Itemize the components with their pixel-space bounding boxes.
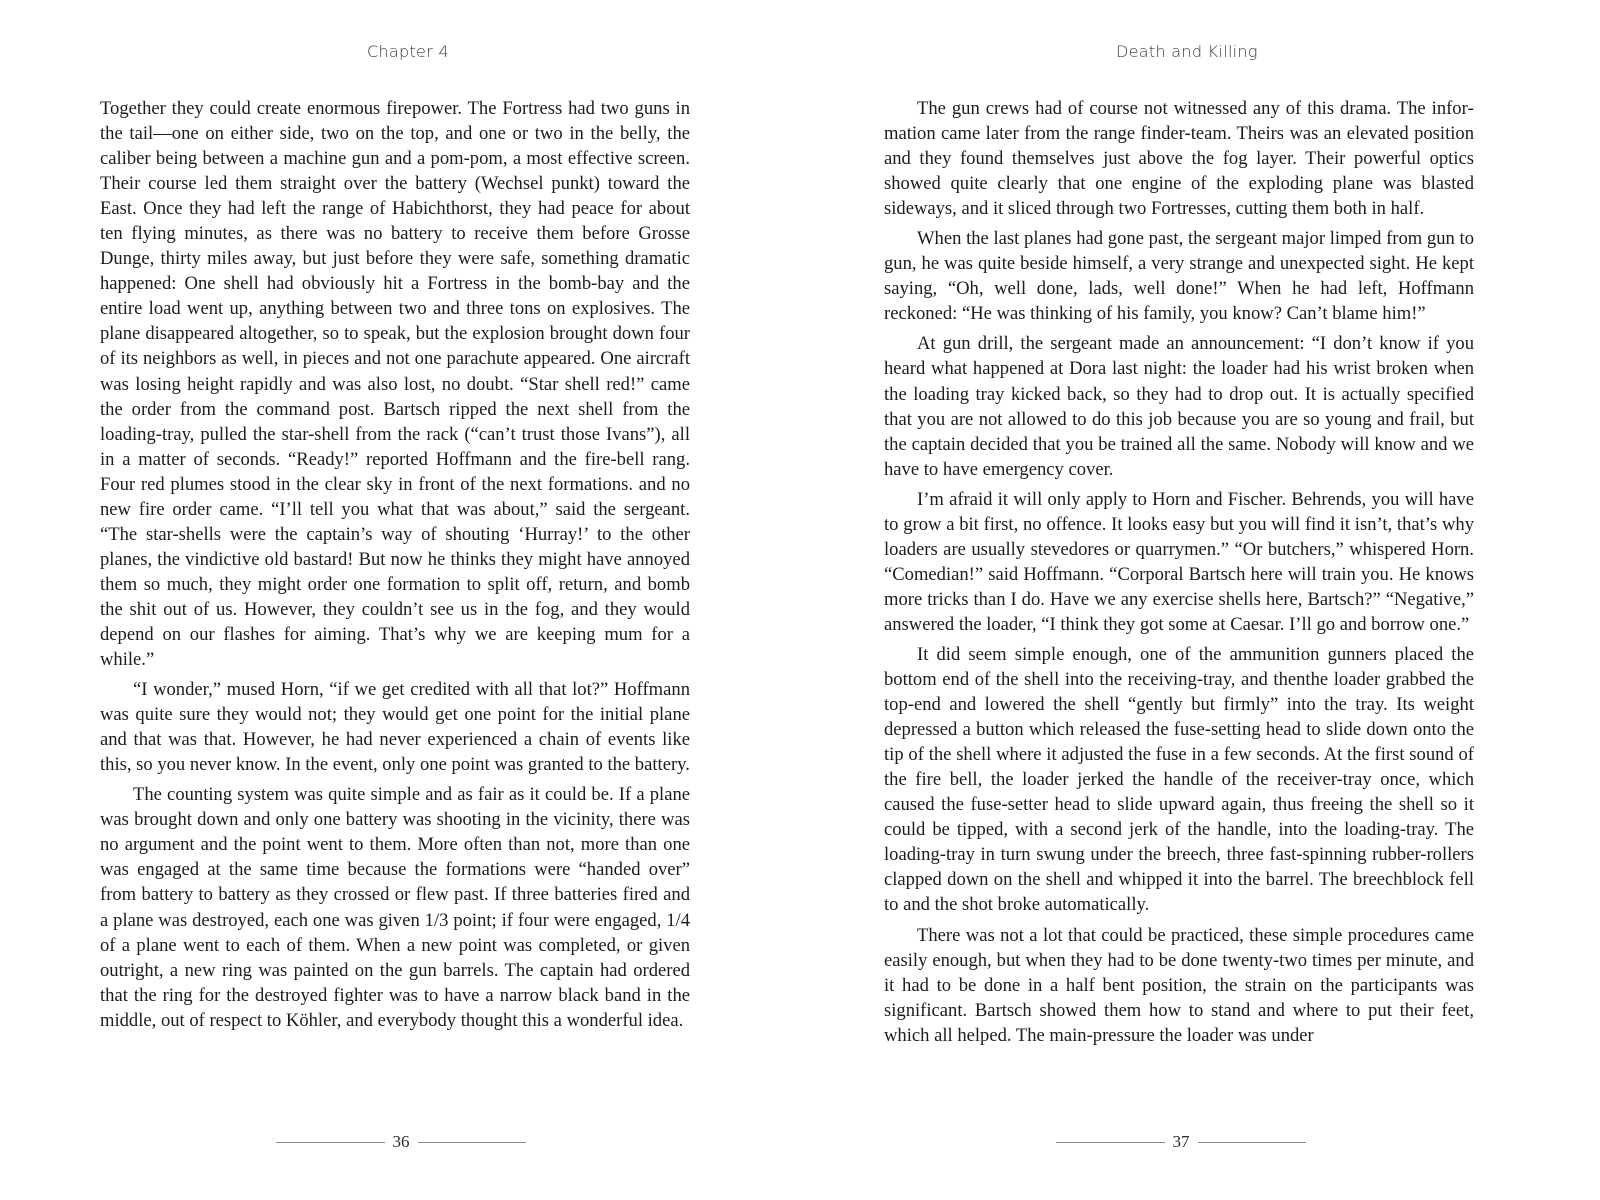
paragraph: I’m afraid it will only apply to Horn and Fischer. Behrends, you will have to grow a bit first, no offence. It looks easy but you will find it isn’t, that’s why loaders are usually stevedores or quarrymen.” “Or butchers,” whispered Horn. “Comedian!” said Hoffmann. “Corporal Bartsch here will train you. He knows more tricks than I do. Have we any exercise shells here, Bartsch?” “Negative,” answered the loader, “I think they got some at Caesar. I’ll go and borrow one.” [884, 488, 1474, 635]
paragraph: At gun drill, the sergeant made an announcement: “I don’t know if you heard what happened at Dora last night: the loader had his wrist broken when the loading tray kicked back, so they had to drop out. It is actually specified that you are not allowed to do this job because you are so young and frail, but the captain decided that you be trained all the same. Nobody will know and we have to have emergency cover. [884, 333, 1474, 480]
paragraph: It did seem simple enough, one of the ammunition gunners placed the bottom end of the shell into the receiving-tray, and thenthe loader grabbed the top-end and lowered the shell “gently but firmly” into the tray. Its weight depressed a button which released the fuse-setting head to slide down onto the tip of the shell where it adjusted the fuse in a few seconds. At the first sound of the fire bell, the loader jerked the handle of the receiver-tray once, which caused the fuse-setter head to slide upward again, thus freeing the shell so it could be tipped, with a second jerk of the handle, into the loading-tray. The loading-tray in turn swung under the breech, three fast-spinning rubber-rollers clapped down on the shell and whipped it into the barrel. The breechblock fell to and the shot broke automatically. [884, 643, 1474, 916]
paragraph: The counting system was quite simple and as fair as it could be. If a plane was brought down and only one battery was shooting in the vicinity, there was no argument and the point went to them. More often than not, more than one was engaged at the same time because the formations were “handed over” from battery to battery as they crossed or flew past. If three batteries fired and a plane was destroyed, each one was given 1/3 point; if four were engaged, 1/4 of a plane went to each of them. When a new point was completed, or given outright, a new ring was painted on the gun barrels. The captain had ordered that the ring for the destroyed fighter was to have a narrow black band in the middle, out of respect to Köhler, and everybody thought this a wonderful idea. [100, 784, 690, 1031]
paragraph: When the last planes had gone past, the sergeant major limped from gun to gun, he was quite beside himself, a very strange and unexpected sight. He kept saying, “Oh, well done, lads, well done!” When he had left, Hoffmann reckoned: “He was thinking of his family, you know? Can’t blame him!” [884, 228, 1474, 325]
running-head-chapter: Chapter 4 [367, 42, 449, 61]
page-number: 36 [392, 1132, 410, 1151]
body-text [100, 96, 690, 1038]
footer-rule-right [418, 1142, 527, 1143]
footer-rule-right [1198, 1142, 1307, 1143]
paragraph: There was not a lot that could be practiced, these simple procedures came easily enough, but when they had to be done twenty-two times per minute, and it had to be done in a half bent position, the strain on the participants was significant. Bartsch showed them how to stand and where to put their feet, which all helped. The main-pressure the loader was under [884, 924, 1474, 1046]
page-number-footer [276, 1130, 526, 1154]
paragraph: The gun crews had of course not witnessed any of this drama. The information came later from the range finder-team. Theirs was an elevated position and they found themselves just above the fog layer. Their powerful optics showed quite clearly that one engine of the exploding plane was blasted sideways, and it sliced through two Fortresses, cutting them both in half. [884, 98, 1474, 220]
page-number: 37 [1172, 1132, 1190, 1151]
right-page [800, 0, 1600, 1200]
footer-rule-left [276, 1142, 385, 1143]
paragraph: Together they could create enormous firepower. The Fortress had two guns in the tail—one on either side, two on the top, and one or two in the belly, the caliber being between a machine gun and a pom-pom, a most effective screen. Their course led them straight over the battery (Wechsel punkt) toward the East. Once they had left the range of Habichthorst, they had peace for about ten flying minutes, as there was no battery to receive them before Grosse Dunge, thirty miles away, but just before they were safe, something dramatic happened: One shell had obviously hit a Fortress in the bomb-bay and the entire load went up, anything between two and three tons on explosives. The plane disappeared altogether, so to speak, but the explosion brought down four of its neighbors as well, in pieces and not one parachute appeared. One aircraft was losing height rapidly and was also lost, no doubt. “Star shell red!” came the order from the command post. Bartsch ripped the next shell from the loading-tray, pulled the star-shell from the rack (“can’t trust those Ivans”), all in a matter of seconds. “Ready!” reported Hoffmann and the fire-bell rang. Four red plumes stood in the clear sky in front of the next formations. and no new fire order came. “I’ll tell you what that was about,” said the sergeant. “The star-shells were the captain’s way of shouting ‘Hurray!’ to the other planes, the vindictive old bastard! But now he thinks they might have annoyed them so much, they might order one formation to split off, return, and bomb the shit out of us. However, they couldn’t see us in the fog, and they would depend on our flashes for aiming. That’s why we are keeping mum for a while.” [100, 98, 690, 671]
paragraph: “I wonder,” mused Horn, “if we get credited with all that lot?” Hoffmann was quite sure they would not; they would get one point for the initial plane and that was that. However, he had never experienced a chain of events like this, so you never know. In the event, only one point was granted to the battery. [100, 679, 690, 776]
running-head-title: Death and Killing [1116, 42, 1258, 61]
body-text [884, 96, 1474, 1053]
footer-rule-left [1056, 1142, 1165, 1143]
page-number-footer [1056, 1130, 1306, 1154]
